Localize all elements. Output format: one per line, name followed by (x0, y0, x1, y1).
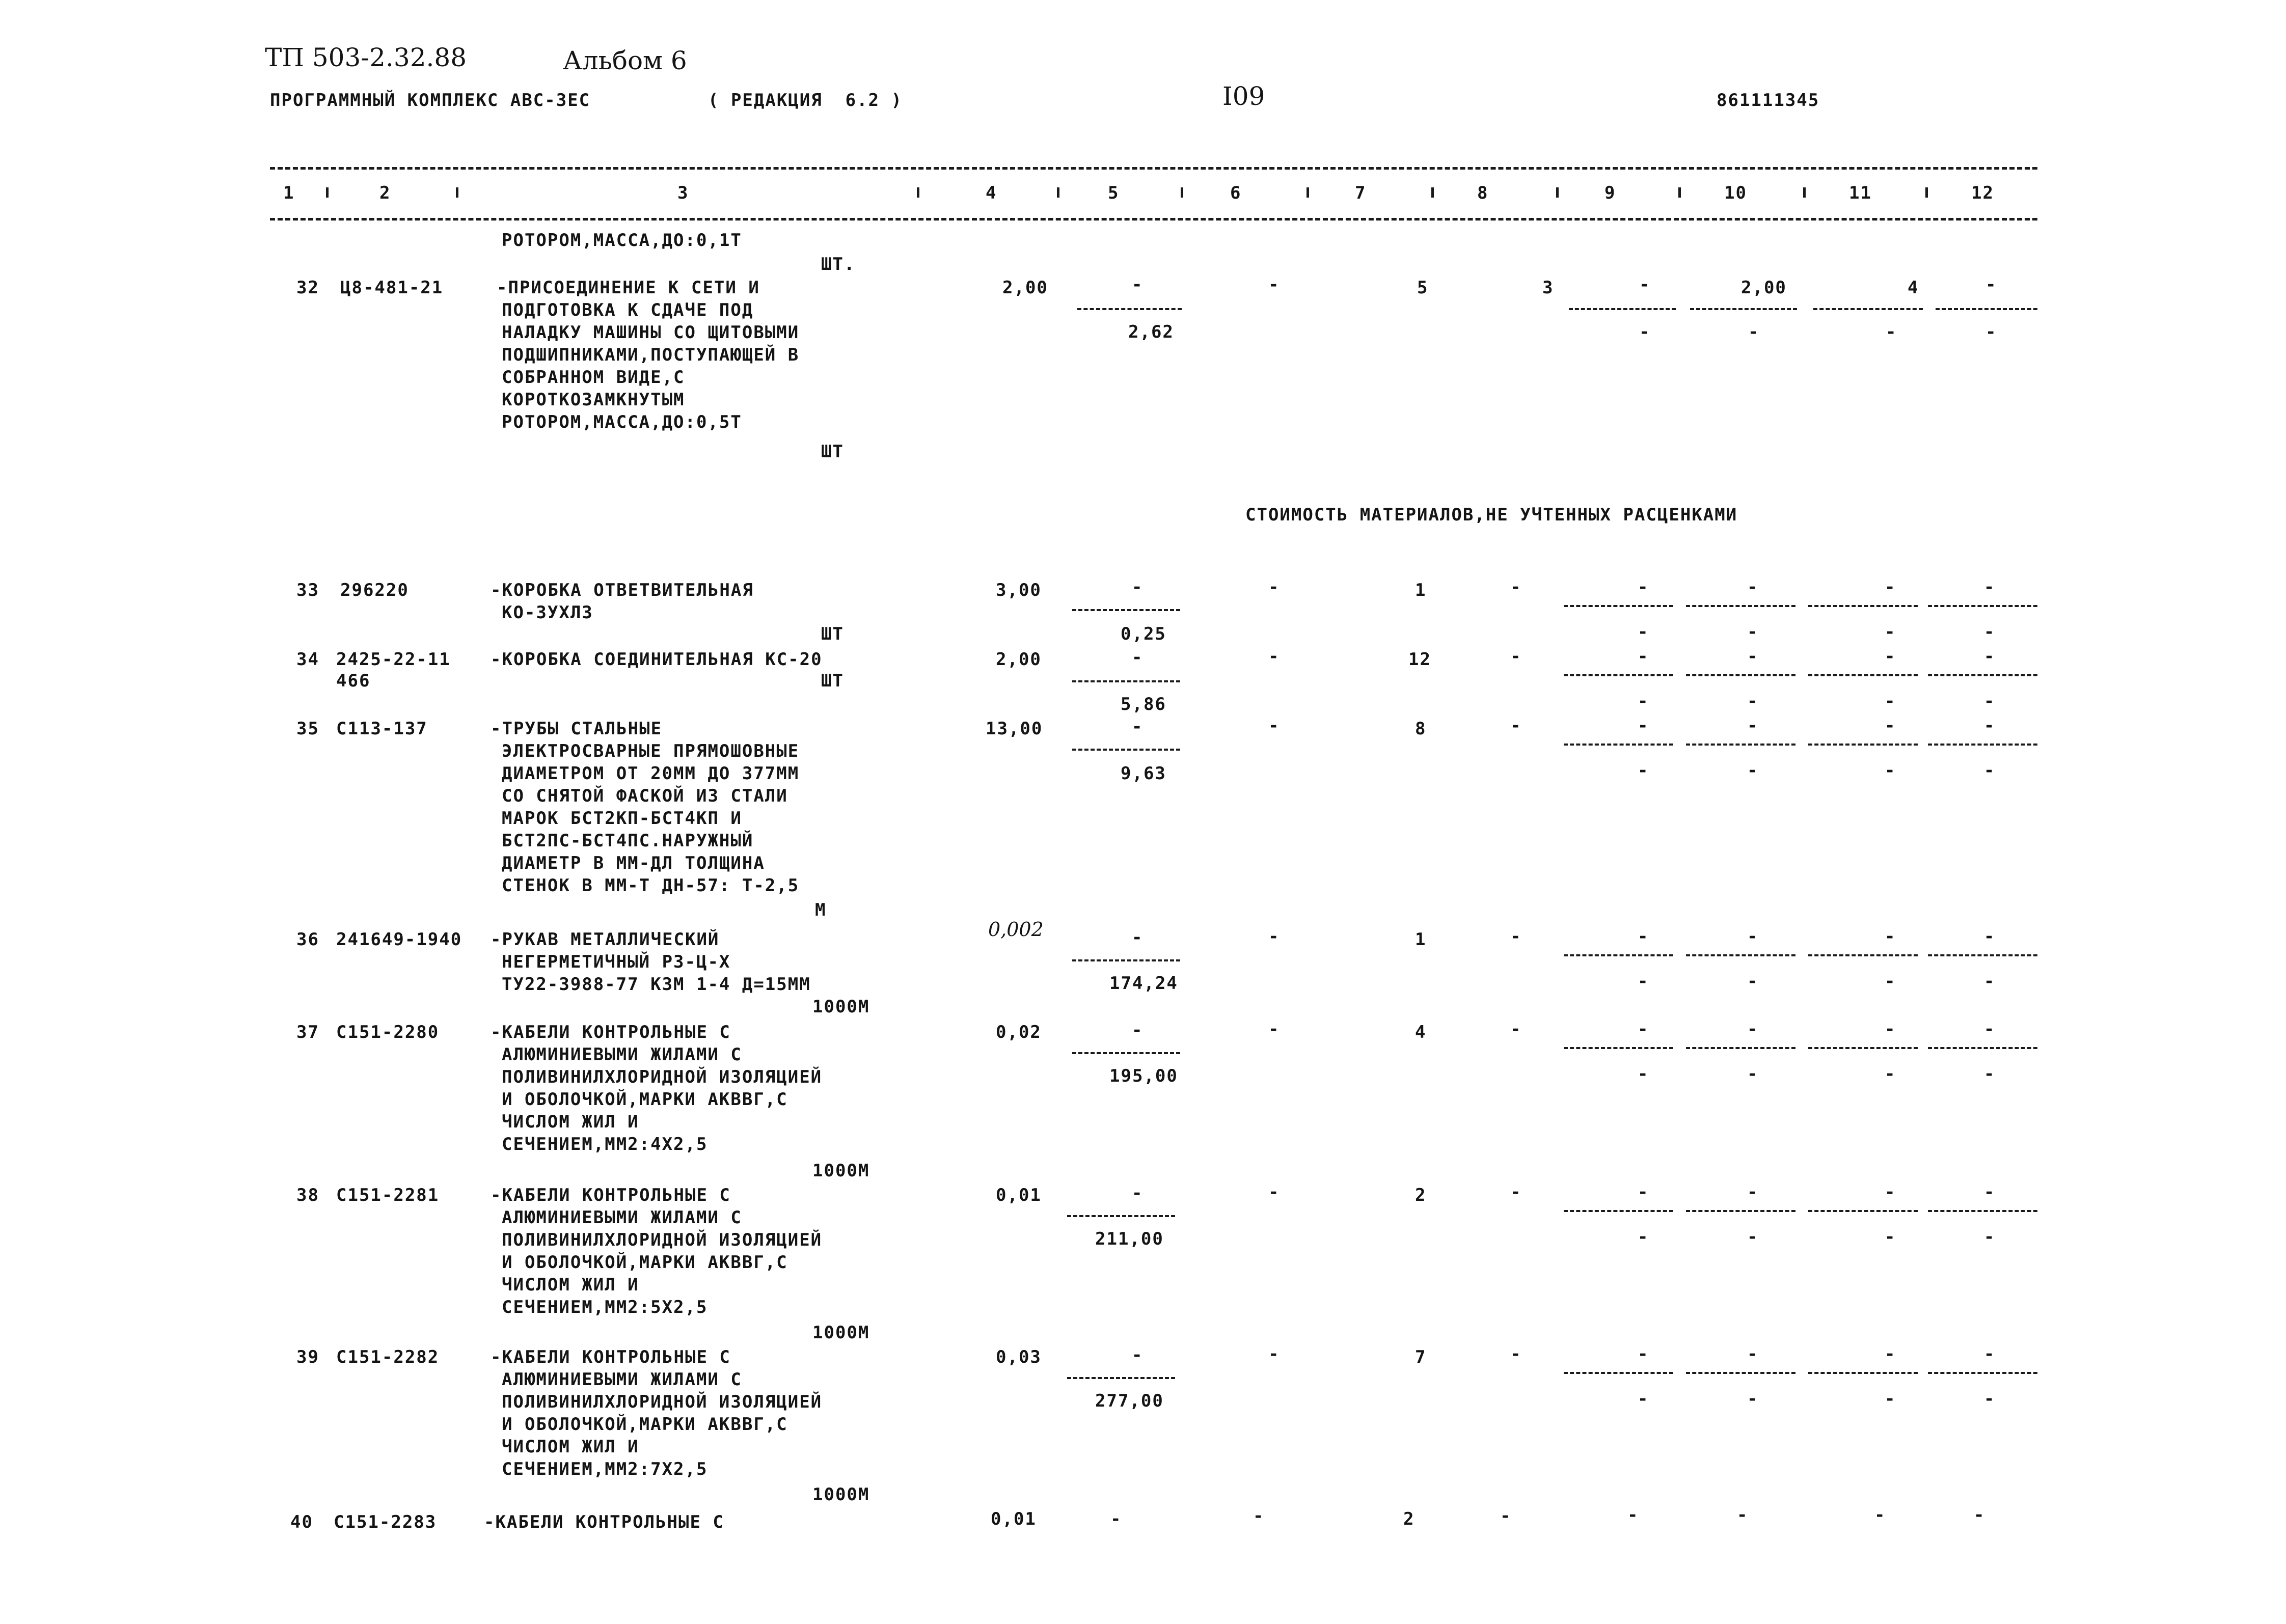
cell-value: - (1747, 622, 1759, 642)
row-description-line: -КАБЕЛИ КОНТРОЛЬНЫЕ С (491, 1347, 731, 1367)
cell-value: - (1638, 715, 1649, 736)
cell-divider (1936, 308, 2037, 310)
cell-divider (1928, 1210, 2037, 1212)
cell-value: 4 (1908, 278, 1919, 298)
cell-value: - (1268, 926, 1280, 947)
row-unit: ШТ (821, 442, 844, 462)
row-description-line: -КОРОБКА СОЕДИНИТЕЛЬНАЯ КС-20 (491, 649, 823, 670)
cell-value: - (1268, 646, 1280, 667)
row-description-line: АЛЮМИНИЕВЫМИ ЖИЛАМИ С (502, 1044, 742, 1065)
edition-label: ( РЕДАКЦИЯ 6.2 ) (708, 90, 903, 111)
row-code: С151-2283 (334, 1512, 437, 1532)
col-separator (1678, 187, 1681, 198)
cell-value: - (1638, 646, 1649, 667)
cell-value: - (1747, 1182, 1759, 1202)
row-description-line: -ТРУБЫ СТАЛЬНЫЕ (491, 719, 663, 739)
cell-value: - (1984, 1182, 1996, 1202)
cell-value: 3 (1542, 278, 1554, 298)
cell-value: 1 (1415, 929, 1427, 950)
cell-divider (1686, 954, 1795, 956)
cell-value: - (1510, 646, 1522, 667)
col-header-8: 8 (1477, 183, 1489, 203)
cell-value: - (1984, 926, 1996, 947)
cell-value: - (1984, 1019, 1996, 1039)
cell-value: 2,00 (1741, 278, 1787, 298)
col-header-9: 9 (1604, 183, 1616, 203)
row-code: 241649-1940 (336, 929, 462, 950)
cell-value: - (1132, 1020, 1144, 1040)
row-description-line: -КАБЕЛИ КОНТРОЛЬНЫЕ С (491, 1185, 731, 1205)
row-quantity-handwritten: 0,002 (988, 918, 1044, 941)
row-unit: ШТ (821, 671, 844, 691)
cell-value: 195,00 (1109, 1066, 1178, 1086)
row-description-line: РОТОРОМ,МАССА,ДО:0,1Т (502, 230, 742, 251)
row-unit: 1000М (812, 997, 870, 1017)
row-unit: 1000М (812, 1161, 870, 1181)
cell-divider (1808, 744, 1918, 746)
cell-value: - (1984, 691, 1996, 711)
cell-divider (1067, 1377, 1175, 1379)
section-title: СТОИМОСТЬ МАТЕРИАЛОВ,НЕ УЧТЕННЫХ РАСЦЕНКАМИ (1245, 505, 1738, 525)
cell-value: - (1110, 1509, 1122, 1529)
row-number: 38 (296, 1185, 319, 1205)
cell-divider (1686, 744, 1795, 746)
cell-value: - (1638, 971, 1649, 992)
cell-value: - (1985, 274, 1997, 295)
row-description-line: НАЛАДКУ МАШИНЫ СО ЩИТОВЫМИ (502, 322, 800, 343)
cell-divider (1808, 1372, 1918, 1374)
cell-value: - (1984, 1064, 1996, 1084)
cell-divider (1928, 1372, 2037, 1374)
row-unit: ШТ (821, 624, 844, 644)
col-header-5: 5 (1108, 183, 1120, 203)
cell-value: - (1885, 1064, 1896, 1084)
doc-code: ТП 503-2.32.88 (265, 43, 467, 72)
cell-value: - (1268, 1182, 1280, 1202)
cell-value: - (1747, 1019, 1759, 1039)
col-header-11: 11 (1849, 183, 1872, 203)
row-description-line: -КОРОБКА ОТВЕТВИТЕЛЬНАЯ (491, 580, 754, 600)
cell-value: - (1638, 1064, 1649, 1084)
cell-value: - (1747, 691, 1759, 711)
cell-value: - (1737, 1505, 1749, 1525)
cell-value: - (1885, 1344, 1896, 1364)
cell-value: 7 (1415, 1347, 1427, 1367)
cell-value: - (1639, 274, 1651, 295)
cell-value: - (1984, 622, 1996, 642)
row-code: 2425-22-11 (336, 649, 451, 670)
cell-value: - (1268, 715, 1280, 736)
cell-divider (1808, 1047, 1918, 1049)
row-description-line: ПОЛИВИНИЛХЛОРИДНОЙ ИЗОЛЯЦИЕЙ (502, 1230, 823, 1250)
cell-value: - (1638, 1389, 1649, 1409)
cell-value: - (1885, 691, 1896, 711)
cell-value: - (1268, 577, 1280, 597)
cell-value: 5 (1417, 278, 1429, 298)
cell-value: - (1984, 715, 1996, 736)
row-unit: 1000М (812, 1323, 870, 1343)
cell-value: - (1638, 577, 1649, 597)
row-description-line: БСТ2ПС-БСТ4ПС.НАРУЖНЫЙ (502, 831, 754, 851)
cell-value: - (1874, 1505, 1886, 1525)
cell-value: - (1885, 971, 1896, 992)
cell-value: - (1984, 1344, 1996, 1364)
col-separator (1307, 187, 1309, 198)
row-description-line: ЧИСЛОМ ЖИЛ И (502, 1275, 639, 1295)
cell-value: - (1638, 691, 1649, 711)
cell-divider (1067, 1215, 1175, 1217)
cell-value: - (1510, 1019, 1522, 1039)
row-description-line: СТЕНОК В ММ-Т ДН-57: Т-2,5 (502, 875, 800, 896)
row-description-line: НЕГЕРМЕТИЧНЫЙ РЗ-Ц-Х (502, 952, 731, 972)
row-description-line: СО СНЯТОЙ ФАСКОЙ ИЗ СТАЛИ (502, 786, 788, 806)
cell-value: - (1984, 646, 1996, 667)
cell-value: - (1268, 1344, 1280, 1364)
row-description-line: СЕЧЕНИЕМ,ММ2:7Х2,5 (502, 1459, 708, 1479)
row-quantity: 0,01 (996, 1185, 1042, 1205)
cell-value: - (1639, 322, 1651, 342)
program-name: ПРОГРАММНЫЙ КОМПЛЕКС АВС-ЗЕС (270, 90, 591, 111)
cell-value: 8 (1415, 719, 1427, 739)
cell-divider (1928, 1047, 2037, 1049)
cell-value: - (1132, 717, 1144, 737)
row-description-line: ПОЛИВИНИЛХЛОРИДНОЙ ИЗОЛЯЦИЕЙ (502, 1067, 823, 1087)
row-code: С151-2281 (336, 1185, 440, 1205)
cell-divider (1808, 954, 1918, 956)
cell-value: - (1132, 1183, 1144, 1203)
col-header-10: 10 (1724, 183, 1747, 203)
row-quantity: 2,00 (996, 649, 1042, 670)
row-number: 35 (296, 719, 319, 739)
row-number: 34 (296, 649, 319, 670)
row-description-line: РОТОРОМ,МАССА,ДО:0,5Т (502, 412, 742, 432)
row-quantity: 0,03 (996, 1347, 1042, 1367)
cell-divider (1813, 308, 1923, 310)
cell-divider (1564, 744, 1673, 746)
cell-value: - (1638, 1344, 1649, 1364)
row-number: 37 (296, 1022, 319, 1042)
col-separator (456, 187, 458, 198)
row-number: 36 (296, 929, 319, 950)
row-description-line: ДИАМЕТР В ММ-ДЛ ТОЛЩИНА (502, 853, 765, 873)
cell-value: 9,63 (1121, 763, 1166, 784)
cell-value: - (1747, 646, 1759, 667)
col-separator (1181, 187, 1183, 198)
cell-value: 174,24 (1109, 973, 1178, 994)
row-quantity: 2,00 (1002, 278, 1048, 298)
cell-value: - (1886, 322, 1897, 342)
row-description-line: КОРОТКОЗАМКНУТЫМ (502, 390, 685, 410)
cell-divider (1928, 954, 2037, 956)
cell-value: - (1510, 715, 1522, 736)
col-header-4: 4 (986, 183, 997, 203)
row-description-line: ДИАМЕТРОМ ОТ 20ММ ДО 377ММ (502, 763, 800, 784)
cell-value: - (1132, 274, 1144, 295)
row-code: Ц8-481-21 (340, 278, 444, 298)
row-unit: ШТ. (821, 254, 856, 274)
cell-value: - (1984, 577, 1996, 597)
col-header-12: 12 (1971, 183, 1994, 203)
cell-value: 4 (1415, 1022, 1427, 1042)
row-description-line: СОБРАННОМ ВИДЕ,С (502, 367, 685, 388)
cell-value: - (1638, 1019, 1649, 1039)
cell-value: 1 (1415, 580, 1427, 600)
cell-value: - (1132, 577, 1144, 597)
cell-value: - (1510, 1182, 1522, 1202)
row-description-line: -ПРИСОЕДИНЕНИЕ К СЕТИ И (497, 278, 760, 298)
row-description-line: -КАБЕЛИ КОНТРОЛЬНЫЕ С (484, 1512, 724, 1532)
row-code: 296220 (340, 580, 409, 600)
row-description-line: МАРОК БСТ2КП-БСТ4КП И (502, 808, 742, 829)
cell-divider (1564, 954, 1673, 956)
cell-divider (1569, 308, 1676, 310)
cell-value: 2,62 (1128, 322, 1174, 342)
cell-divider (1928, 605, 2037, 607)
cell-divider (1564, 1210, 1673, 1212)
row-code-extra: 466 (336, 671, 371, 691)
cell-value: - (1984, 760, 1996, 781)
album-label: Альбом 6 (563, 46, 687, 75)
cell-value: - (1885, 926, 1896, 947)
cell-value: - (1747, 1344, 1759, 1364)
cell-value: - (1510, 1344, 1522, 1364)
row-quantity: 0,01 (991, 1509, 1037, 1529)
cell-value: - (1132, 1345, 1144, 1365)
row-description-line: ПОДГОТОВКА К СДАЧЕ ПОД (502, 300, 754, 320)
row-description-line: И ОБОЛОЧКОЙ,МАРКИ АКВВГ,С (502, 1252, 788, 1273)
cell-value: - (1885, 1182, 1896, 1202)
cell-divider (1686, 1047, 1795, 1049)
cell-value: - (1627, 1505, 1639, 1525)
cell-value: - (1747, 926, 1759, 947)
cell-value: - (1253, 1506, 1265, 1526)
cell-value: - (1132, 647, 1144, 668)
col-header-1: 1 (283, 183, 295, 203)
row-quantity: 0,02 (996, 1022, 1042, 1042)
cell-divider (1072, 609, 1180, 611)
cell-value: - (1885, 715, 1896, 736)
cell-divider (1072, 1052, 1180, 1054)
cell-value: - (1984, 1389, 1996, 1409)
row-code: С113-137 (336, 719, 428, 739)
cell-divider (1928, 744, 2037, 746)
row-description-line: -КАБЕЛИ КОНТРОЛЬНЫЕ С (491, 1022, 731, 1042)
row-description-line: АЛЮМИНИЕВЫМИ ЖИЛАМИ С (502, 1369, 742, 1390)
cell-divider (1564, 674, 1673, 676)
cell-value: - (1638, 1227, 1649, 1247)
row-description-line: И ОБОЛОЧКОЙ,МАРКИ АКВВГ,С (502, 1414, 788, 1435)
cell-divider (1686, 674, 1795, 676)
table-header-border (270, 218, 2037, 221)
row-code: С151-2282 (336, 1347, 440, 1367)
cell-value: - (1885, 1019, 1896, 1039)
cell-value: - (1885, 577, 1896, 597)
row-description-line: СЕЧЕНИЕМ,ММ2:4Х2,5 (502, 1134, 708, 1154)
cell-value: - (1885, 1389, 1896, 1409)
cell-value: - (1132, 927, 1144, 948)
row-code: С151-2280 (336, 1022, 440, 1042)
cell-value: - (1974, 1505, 1985, 1525)
cell-value: - (1985, 322, 1997, 342)
cell-divider (1686, 1372, 1795, 1374)
col-separator (1925, 187, 1928, 198)
cell-divider (1072, 959, 1180, 961)
cell-value: - (1638, 1182, 1649, 1202)
cell-value: - (1984, 971, 1996, 992)
row-description-line: -РУКАВ МЕТАЛЛИЧЕСКИЙ (491, 929, 720, 950)
col-separator (326, 187, 329, 198)
cell-value: - (1747, 760, 1759, 781)
col-separator (1057, 187, 1059, 198)
cell-value: - (1885, 1227, 1896, 1247)
cell-value: - (1747, 715, 1759, 736)
cell-value: - (1885, 646, 1896, 667)
cell-value: - (1638, 622, 1649, 642)
row-quantity: 3,00 (996, 580, 1042, 600)
row-description-line: ПОДШИПНИКАМИ,ПОСТУПАЮЩЕЙ В (502, 345, 800, 365)
row-number: 32 (296, 278, 319, 298)
cell-divider (1808, 674, 1918, 676)
row-description-line: ЧИСЛОМ ЖИЛ И (502, 1437, 639, 1457)
row-number: 33 (296, 580, 319, 600)
row-unit: М (815, 900, 827, 920)
cell-divider (1808, 1210, 1918, 1212)
cell-divider (1564, 605, 1673, 607)
col-separator (1803, 187, 1806, 198)
cell-value: - (1500, 1506, 1512, 1526)
col-header-3: 3 (677, 183, 689, 203)
row-description-line: И ОБОЛОЧКОЙ,МАРКИ АКВВГ,С (502, 1089, 788, 1110)
cell-divider (1686, 1210, 1795, 1212)
row-number: 40 (290, 1512, 313, 1532)
cell-value: - (1747, 1389, 1759, 1409)
page-number: I09 (1222, 81, 1265, 111)
cell-divider (1808, 605, 1918, 607)
col-header-6: 6 (1230, 183, 1242, 203)
cell-value: - (1268, 1019, 1280, 1039)
row-description-line: КО-ЗУХЛЗ (502, 602, 593, 623)
cell-divider (1928, 674, 2037, 676)
row-description-line: ЭЛЕКТРОСВАРНЫЕ ПРЯМОШОВНЫЕ (502, 741, 800, 761)
row-description-line: ТУ22-3988-77 КЗМ 1-4 Д=15ММ (502, 974, 811, 995)
cell-divider (1072, 680, 1180, 682)
cell-value: - (1638, 926, 1649, 947)
row-description-line: ПОЛИВИНИЛХЛОРИДНОЙ ИЗОЛЯЦИЕЙ (502, 1392, 823, 1412)
doc-id: 861111345 (1717, 90, 1820, 111)
cell-value: - (1268, 274, 1280, 295)
cell-value: - (1510, 577, 1522, 597)
cell-divider (1564, 1047, 1673, 1049)
col-separator (1431, 187, 1434, 198)
row-description-line: СЕЧЕНИЕМ,ММ2:5Х2,5 (502, 1297, 708, 1317)
table-top-border (270, 167, 2037, 170)
cell-value: 2 (1415, 1185, 1427, 1205)
cell-value: - (1748, 322, 1760, 342)
cell-value: 5,86 (1121, 694, 1166, 714)
cell-divider (1077, 308, 1182, 310)
cell-value: 277,00 (1095, 1391, 1164, 1411)
col-separator (1556, 187, 1559, 198)
cell-value: - (1747, 1227, 1759, 1247)
cell-value: - (1747, 1064, 1759, 1084)
row-number: 39 (296, 1347, 319, 1367)
cell-value: - (1747, 577, 1759, 597)
col-header-7: 7 (1355, 183, 1367, 203)
cell-value: - (1885, 760, 1896, 781)
cell-value: - (1984, 1227, 1996, 1247)
col-header-2: 2 (379, 183, 391, 203)
cell-value: - (1638, 760, 1649, 781)
cell-divider (1072, 749, 1180, 751)
row-unit: 1000М (812, 1484, 870, 1505)
col-separator (917, 187, 919, 198)
cell-value: - (1510, 926, 1522, 947)
cell-value: 211,00 (1095, 1229, 1164, 1249)
cell-value: 2 (1403, 1509, 1415, 1529)
cell-value: - (1747, 971, 1759, 992)
cell-value: 0,25 (1121, 624, 1166, 644)
cell-value: 12 (1408, 649, 1431, 670)
cell-divider (1686, 605, 1795, 607)
cell-divider (1564, 1372, 1673, 1374)
row-description-line: АЛЮМИНИЕВЫМИ ЖИЛАМИ С (502, 1207, 742, 1228)
cell-divider (1690, 308, 1797, 310)
cell-value: - (1885, 622, 1896, 642)
row-description-line: ЧИСЛОМ ЖИЛ И (502, 1112, 639, 1132)
row-quantity: 13,00 (986, 719, 1043, 739)
